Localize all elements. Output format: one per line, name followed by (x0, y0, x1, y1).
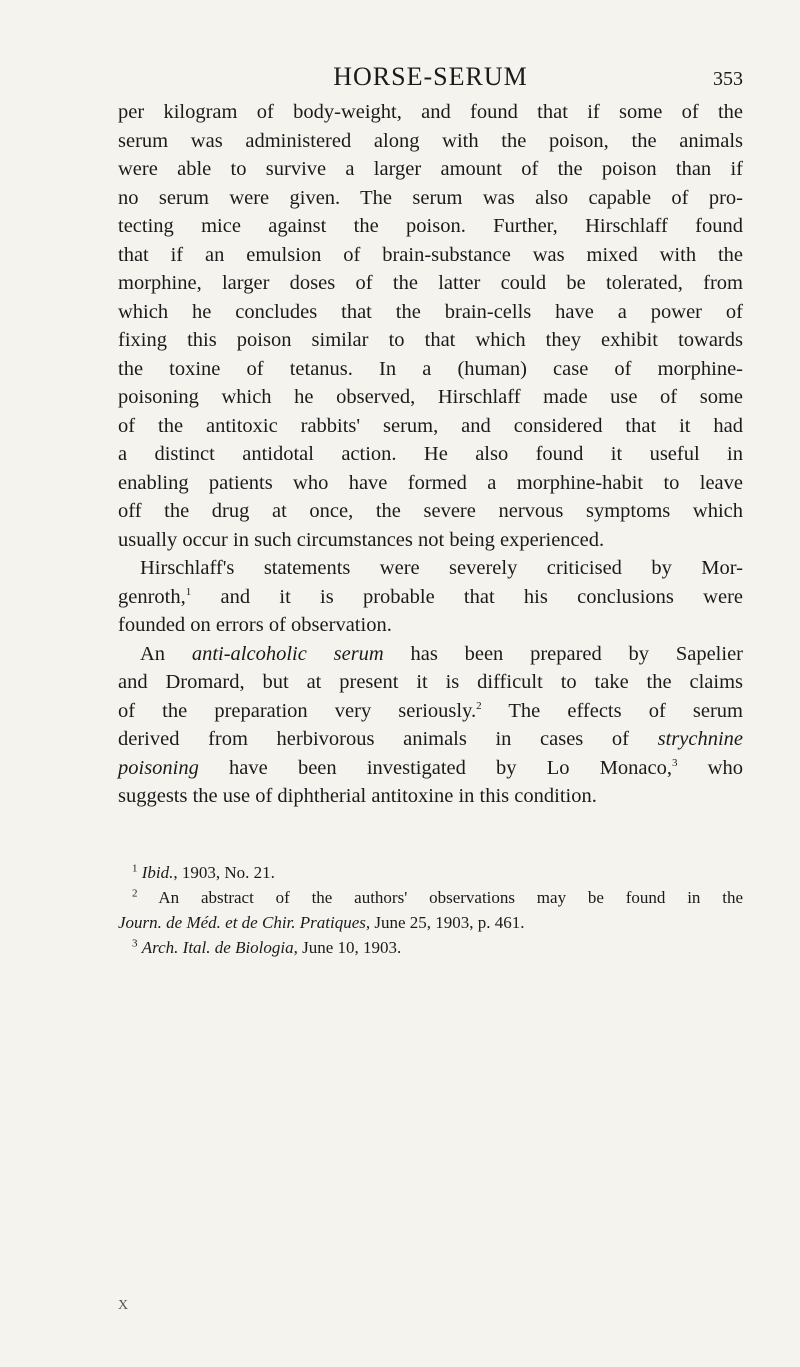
body-text (118, 98, 743, 811)
text-run: derived from herbivorous animals in cases of (118, 728, 658, 750)
footnote-text: , June 25, 1903, p. 461. (365, 913, 525, 932)
footnote-italic: Journ. de Méd. et de Chir. Pratiques (118, 913, 366, 932)
text-line: founded on errors of observation. (118, 614, 392, 636)
footnote-mark: 2 (132, 887, 138, 900)
italic-term: poisoning (118, 756, 199, 779)
footnote-italic: Ibid. (141, 863, 174, 882)
footnote-text: , June 10, 1903. (293, 938, 402, 957)
text-line: serum was administered along with the poison, the animals (118, 129, 743, 152)
footnote-mark: 3 (132, 937, 138, 950)
text-line: and Dromard, but at present it is difficult to take the claims (118, 671, 743, 693)
text-run: The effects of serum (481, 699, 743, 722)
text-line: poisoning which he observed, Hirschlaff made use of some (118, 386, 743, 408)
signature-mark: X (118, 1298, 129, 1313)
text-line: of the antitoxic rabbits' serum, and considered that it had (118, 414, 743, 437)
text-line: which he concludes that the brain-cells have a power of (118, 300, 743, 323)
text-line (118, 640, 743, 669)
text-run: and it is probable that his conclusions were (191, 585, 743, 608)
footnote-mark: 1 (132, 862, 138, 875)
text-run: has been prepared by Sapelier (383, 642, 743, 665)
text-line: morphine, larger doses of the latter could be tolerated, from (118, 272, 743, 294)
text-line (118, 697, 743, 726)
text-line (118, 754, 743, 783)
text-line: off the drug at once, the severe nervous symptoms which (118, 500, 743, 522)
text-line: the toxine of tetanus. In a (human) case of morphine- (118, 357, 743, 380)
text-line: that if an emulsion of brain-substance was mixed with the (118, 243, 743, 266)
text-run: An (140, 642, 192, 665)
footnote-3 (118, 935, 743, 960)
text-line: per kilogram of body-weight, and found that if some of the (118, 101, 743, 123)
page-header (118, 62, 743, 92)
text-line: usually occur in such circumstances not being experienced. (118, 528, 605, 551)
text-run: genroth, (118, 585, 186, 608)
footnote-ref-1: 1 (185, 585, 192, 598)
footnote-2-cont (118, 910, 743, 935)
footnote-text: An abstract of the authors' observations may be found in the (158, 888, 743, 907)
footnote-ref-3: 3 (672, 756, 678, 769)
text-line: tecting mice against the poison. Further, Hirschlaff found (118, 215, 743, 237)
footnote-text: , 1903, No. 21. (173, 863, 275, 882)
text-line (118, 583, 743, 612)
text-run: who (677, 756, 743, 779)
running-head: HORSE-SERUM (333, 62, 528, 91)
text-run: of the preparation very seriously. (118, 699, 477, 722)
footnote-1 (118, 860, 743, 885)
text-line: enabling patients who have formed a morphine-habit to leave (118, 471, 743, 494)
text-line: a distinct antidotal action. He also found it useful in (118, 443, 743, 465)
text-line: were able to survive a larger amount of the poison than if (118, 158, 743, 180)
text-line (118, 725, 743, 754)
text-line: suggests the use of diphtherial antitoxine in this condition. (118, 785, 597, 807)
footnote-ref-2: 2 (476, 699, 482, 712)
italic-term: anti-alcoholic serum (191, 642, 384, 665)
footnote-italic: Arch. Ital. de Biologia (141, 938, 294, 957)
text-run: have been investigated by Lo Monaco, (198, 756, 672, 779)
footnote-2 (118, 885, 743, 910)
text-line: no serum were given. The serum was also capable of pro- (118, 186, 743, 209)
text-line: fixing this poison similar to that which they exhibit towards (118, 329, 743, 351)
text-line: Hirschlaff's statements were severely criticised by Mor- (140, 557, 743, 579)
footnotes (118, 860, 743, 960)
page-number: 353 (713, 68, 743, 90)
italic-term: strychnine (657, 728, 743, 750)
